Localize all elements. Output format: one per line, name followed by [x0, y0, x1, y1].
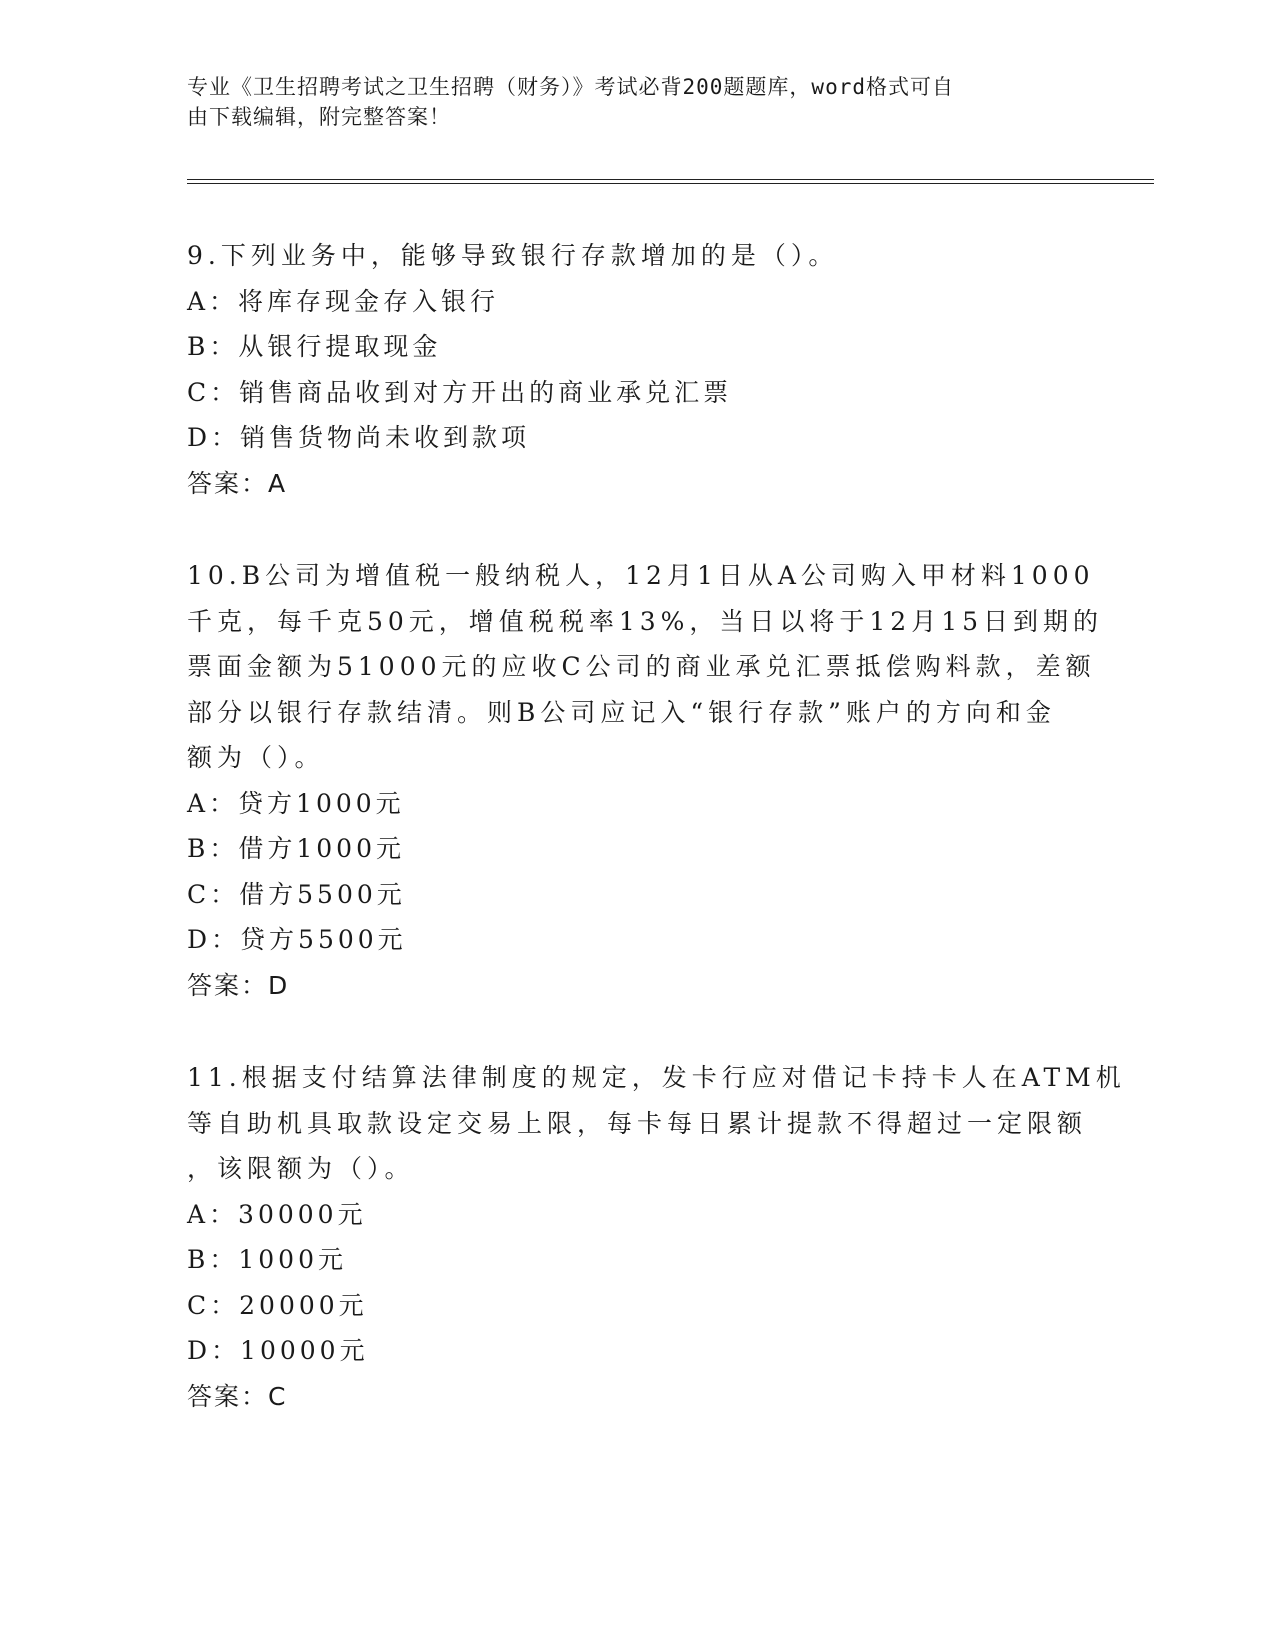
question-stem-line: ，该限额为（）。: [187, 1154, 415, 1183]
question-stem-line: 额为（）。: [187, 743, 325, 772]
option-c: C：借方5500元: [187, 879, 406, 909]
option-a: A：将库存现金存入银行: [187, 286, 500, 316]
option-b: B：从银行提取现金: [187, 332, 442, 361]
option-d: D：销售货物尚未收到款项: [187, 423, 531, 452]
question-stem: [187, 233, 1087, 279]
option-b: B：借方1000元: [187, 834, 405, 863]
question-stem: [187, 1055, 1126, 1192]
question-11: [187, 1055, 1126, 1419]
question-10: [187, 553, 1104, 1008]
question-stem-line: 部分以银行存款结清。则B公司应记入“银行存款”账户的方向和金: [187, 697, 1056, 727]
option-a: A：贷方1000元: [187, 788, 405, 818]
header-divider-bottom: [187, 183, 1154, 184]
answer-label: 答案：D: [187, 970, 290, 1000]
question-stem-line: 票面金额为51000元的应收C公司的商业承兑汇票抵偿购料款，差额: [187, 652, 1096, 681]
answer-label: 答案：A: [187, 468, 288, 498]
question-stem-line: 10.B公司为增值税一般纳税人，12月1日从A公司购入甲材料1000: [187, 561, 1095, 590]
question-stem-line: 9.下列业务中，能够导致银行存款增加的是（）。: [187, 241, 839, 270]
answer-label: 答案：C: [187, 1381, 288, 1411]
option-b: B：1000元: [187, 1245, 347, 1274]
header-line-2: 由下载编辑，附完整答案！: [187, 105, 451, 129]
question-stem-line: 等自助机具取款设定交易上限，每卡每日累计提款不得超过一定限额: [187, 1108, 1088, 1138]
option-a: A：30000元: [187, 1199, 367, 1229]
document-header: [187, 72, 1087, 132]
option-c: C：20000元: [187, 1290, 368, 1320]
header-line-1: 专业《卫生招聘考试之卫生招聘（财务）》考试必背200题题库，word格式可自: [187, 75, 954, 99]
question-stem-line: 千克，每千克50元，增值税税率13%，当日以将于12月15日到期的: [187, 606, 1104, 636]
question-9: [187, 233, 1087, 506]
option-d: D：10000元: [187, 1336, 369, 1365]
option-d: D：贷方5500元: [187, 925, 407, 954]
question-stem: [187, 553, 1104, 781]
question-stem-line: 11.根据支付结算法律制度的规定，发卡行应对借记卡持卡人在ATM机: [187, 1063, 1126, 1092]
option-c: C：销售商品收到对方开出的商业承兑汇票: [187, 377, 733, 407]
header-divider-top: [187, 179, 1154, 180]
